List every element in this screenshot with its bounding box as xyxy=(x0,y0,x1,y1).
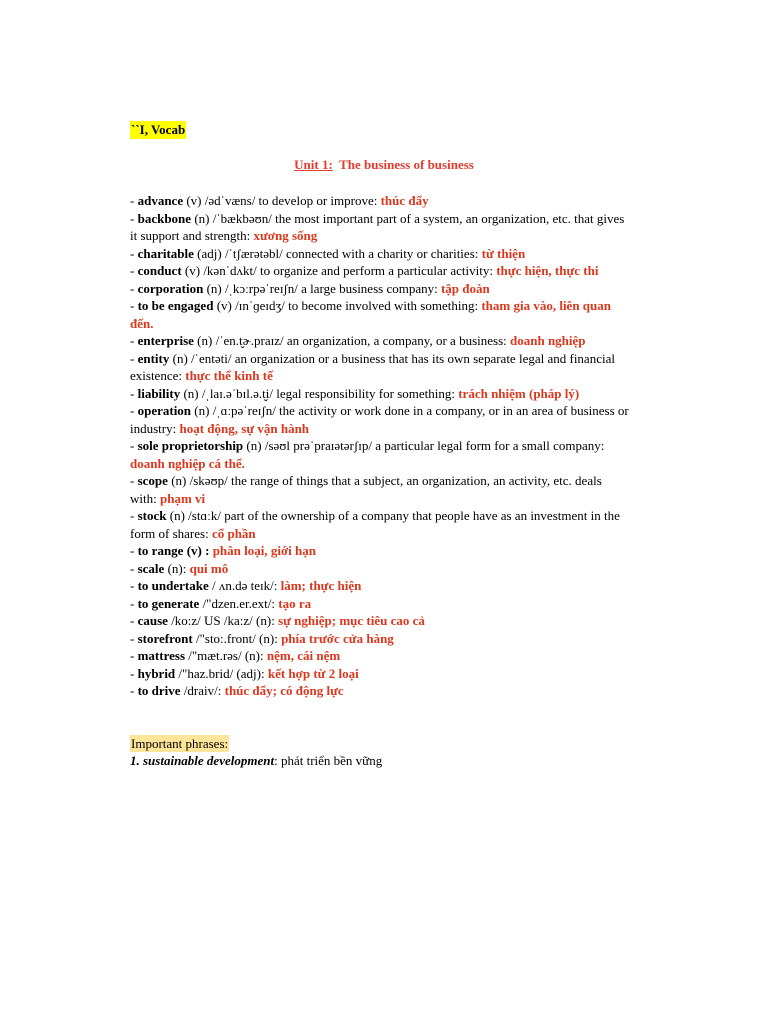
vocab-translation: xương sống xyxy=(253,228,318,243)
vocab-entry: - charitable (adj) /ˈtʃærətəbl/ connected with a charity or charities: từ thiện xyxy=(130,245,526,261)
vocab-entry: - storefront /"sto:.front/ (n): phía trước cửa hàng xyxy=(130,630,394,646)
vocab-entry: - to drive /draiv/: thúc đẩy; có động lực xyxy=(130,683,344,698)
vocab-term: hybrid xyxy=(137,665,176,681)
vocab-definition: (n) /ˈbækbəʊn/ the most important part of a system, an organization, etc. that gives it support and strength: xyxy=(130,210,625,243)
vocab-term: to generate xyxy=(137,595,200,611)
vocab-entry: - operation (n) /ˌɑːpəˈreɪʃn/ the activity or work done in a company, or in an area of business or industry: hoạt động, sự vận hành xyxy=(130,403,629,436)
vocab-translation: thúc đẩy xyxy=(380,193,429,208)
vocab-translation: từ thiện xyxy=(481,245,526,261)
vocab-definition: (v) /kənˈdʌkt/ to organize and perform a particular activity: xyxy=(181,263,497,278)
vocab-definition: (n) /ˌlaɪ.əˈbɪl.ə.t̬i/ legal responsibility for something: xyxy=(180,385,459,401)
vocab-translation: sự nghiệp; mục tiêu cao cả xyxy=(278,613,425,628)
vocab-entry: - mattress /"mæt.rəs/ (n): nệm, cái nệm xyxy=(130,648,341,663)
vocab-translation: trách nhiệm (pháp lý) xyxy=(458,385,580,401)
vocab-translation: tham gia vào, liên quan đến. xyxy=(130,298,611,331)
vocab-definition: (n) /ˈentəti/ an organization or a business that has its own separate legal and financial existence: xyxy=(130,350,615,383)
vocab-translation: thực thể kinh tế xyxy=(185,368,273,383)
vocab-entry: - liability (n) /ˌlaɪ.əˈbɪl.ə.t̬i/ legal responsibility for something: trách nhiệm (pháp lý) xyxy=(130,385,580,401)
section-heading: ``I, Vocab xyxy=(131,122,186,137)
phrases-title: Important phrases: xyxy=(131,736,229,751)
vocab-translation: tạo ra xyxy=(278,595,312,611)
phrase-term: 1. sustainable development xyxy=(130,753,275,768)
vocab-translation: thúc đẩy; có động lực xyxy=(224,683,344,698)
vocab-term: to range (v) : xyxy=(137,543,210,558)
vocab-entry: - to range (v) : phân loại, giới hạn xyxy=(130,543,316,558)
vocab-translation: phạm vi xyxy=(159,490,206,506)
vocab-term: conduct xyxy=(137,263,182,278)
vocab-translation: làm; thực hiện xyxy=(280,578,362,593)
vocab-entry: - to undertake / ʌn.də teɪk/: làm; thực hiện xyxy=(130,578,362,593)
vocab-definition: (n) /səʊl prəˈpraɪətərʃɪp/ a particular legal form for a small company: xyxy=(243,438,605,453)
vocab-term: scale xyxy=(137,560,165,576)
vocab-entry: - enterprise (n) /ˈen.t̬ɚ.praɪz/ an organization, a company, or a business: doanh nghiệp xyxy=(130,333,586,348)
vocab-entry: - backbone (n) /ˈbækbəʊn/ the most important part of a system, an organization, etc. that gives it support and strength: xương sống xyxy=(130,210,625,243)
vocab-translation: thực hiện, thực thi xyxy=(496,263,599,278)
vocab-term: storefront xyxy=(137,630,193,646)
vocab-entry: - scale (n): qui mô xyxy=(130,560,229,576)
vocab-translation: cổ phần xyxy=(211,525,256,541)
vocab-definition: (n) /ˌɑːpəˈreɪʃn/ the activity or work done in a company, or in an area of business or industry: xyxy=(130,403,629,436)
vocab-definition: (v) /ɪnˈɡeɪdʒ/ to become involved with something: xyxy=(213,298,482,313)
vocab-list xyxy=(130,192,630,700)
vocab-term: enterprise xyxy=(137,333,194,348)
vocab-term: to undertake xyxy=(137,578,209,593)
vocab-term: liability xyxy=(137,385,181,401)
vocab-translation: hoạt động, sự vận hành xyxy=(179,420,310,436)
vocab-entry: - advance (v) /ədˈvæns/ to develop or improve: thúc đẩy xyxy=(130,193,429,208)
vocab-definition: (n) /skəʊp/ the range of things that a subject, an organization, an activity, etc. deals with: xyxy=(130,473,602,506)
phrase-meaning: : phát triển bền vững xyxy=(274,753,383,768)
vocab-definition: (n): xyxy=(164,560,190,576)
vocab-translation: phía trước cửa hàng xyxy=(281,630,394,646)
vocab-translation: nệm, cái nệm xyxy=(266,648,341,663)
vocab-entry: - entity (n) /ˈentəti/ an organization or a business that has its own separate legal and financial existence: thực thể kinh tế xyxy=(130,350,615,383)
vocab-translation: phân loại, giới hạn xyxy=(212,543,316,558)
vocab-definition: / ʌn.də teɪk/: xyxy=(208,578,281,593)
vocab-entry: - corporation (n) /ˌkɔːrpəˈreɪʃn/ a large business company: tập đoàn xyxy=(130,280,490,296)
vocab-term: cause xyxy=(137,613,168,628)
vocab-entry: - hybrid /"haz.brid/ (adj): kết hợp từ 2 loại xyxy=(130,665,359,681)
vocab-entry: - sole proprietorship (n) /səʊl prəˈpraɪətərʃɪp/ a particular legal form for a small company: doanh nghiệp cá thể. xyxy=(130,438,605,471)
vocab-definition: (v) /ədˈvæns/ to develop or improve: xyxy=(183,193,381,208)
vocab-term: backbone xyxy=(137,210,192,226)
vocab-translation: tập đoàn xyxy=(440,280,490,296)
vocab-term: to be engaged xyxy=(137,298,214,313)
vocab-entry: - to generate /"dzen.er.ext/: tạo ra xyxy=(130,595,312,611)
vocab-translation: qui mô xyxy=(189,560,229,576)
vocab-term: entity xyxy=(137,350,170,366)
vocab-term: scope xyxy=(137,473,168,488)
vocab-entry: - to be engaged (v) /ɪnˈɡeɪdʒ/ to become involved with something: tham gia vào, liên quan đến. xyxy=(130,298,611,331)
vocab-term: mattress xyxy=(137,648,186,663)
vocab-term: sole proprietorship xyxy=(137,438,244,453)
vocab-definition: /"haz.brid/ (adj): xyxy=(175,665,268,681)
vocab-term: corporation xyxy=(137,280,204,296)
vocab-definition: /"sto:.front/ (n): xyxy=(192,630,282,646)
vocab-definition: (n) /ˌkɔːrpəˈreɪʃn/ a large business company: xyxy=(203,280,441,296)
vocab-term: advance xyxy=(137,193,184,208)
vocab-translation: kết hợp từ 2 loại xyxy=(267,665,359,681)
vocab-entry: - scope (n) /skəʊp/ the range of things that a subject, an organization, an activity, etc. deals with: phạm vi xyxy=(130,473,602,506)
vocab-entry: - conduct (v) /kənˈdʌkt/ to organize and perform a particular activity: thực hiện, thực thi xyxy=(130,263,599,278)
vocab-translation: doanh nghiệp cá thể. xyxy=(130,455,245,471)
vocab-definition: (n) /ˈen.t̬ɚ.praɪz/ an organization, a company, or a business: xyxy=(193,333,510,348)
vocab-term: to drive xyxy=(137,683,181,698)
vocab-definition: (n) /stɑːk/ part of the ownership of a company that people have as an investment in the form of shares: xyxy=(130,508,620,541)
vocab-entry: - stock (n) /stɑːk/ part of the ownership of a company that people have as an investment in the form of shares: cổ phần xyxy=(130,508,620,541)
vocab-translation: doanh nghiệp xyxy=(510,333,586,348)
vocab-entry: - cause /ko:z/ US /ka:z/ (n): sự nghiệp; mục tiêu cao cả xyxy=(130,613,425,628)
unit-label: Unit 1: xyxy=(294,157,333,172)
vocab-definition: /ko:z/ US /ka:z/ (n): xyxy=(167,613,279,628)
vocab-term: operation xyxy=(137,403,192,418)
phrase-item xyxy=(130,752,382,769)
vocab-term: stock xyxy=(137,508,167,523)
vocab-definition: /"mæt.rəs/ (n): xyxy=(185,648,267,663)
unit-name: The business of business xyxy=(339,157,474,172)
vocab-definition: /draiv/: xyxy=(180,683,225,698)
vocab-term: charitable xyxy=(137,245,194,261)
unit-title xyxy=(0,156,768,174)
vocab-definition: (adj) /ˈtʃærətəbl/ connected with a charity or charities: xyxy=(193,245,482,261)
vocab-definition: /"dzen.er.ext/: xyxy=(199,595,279,611)
